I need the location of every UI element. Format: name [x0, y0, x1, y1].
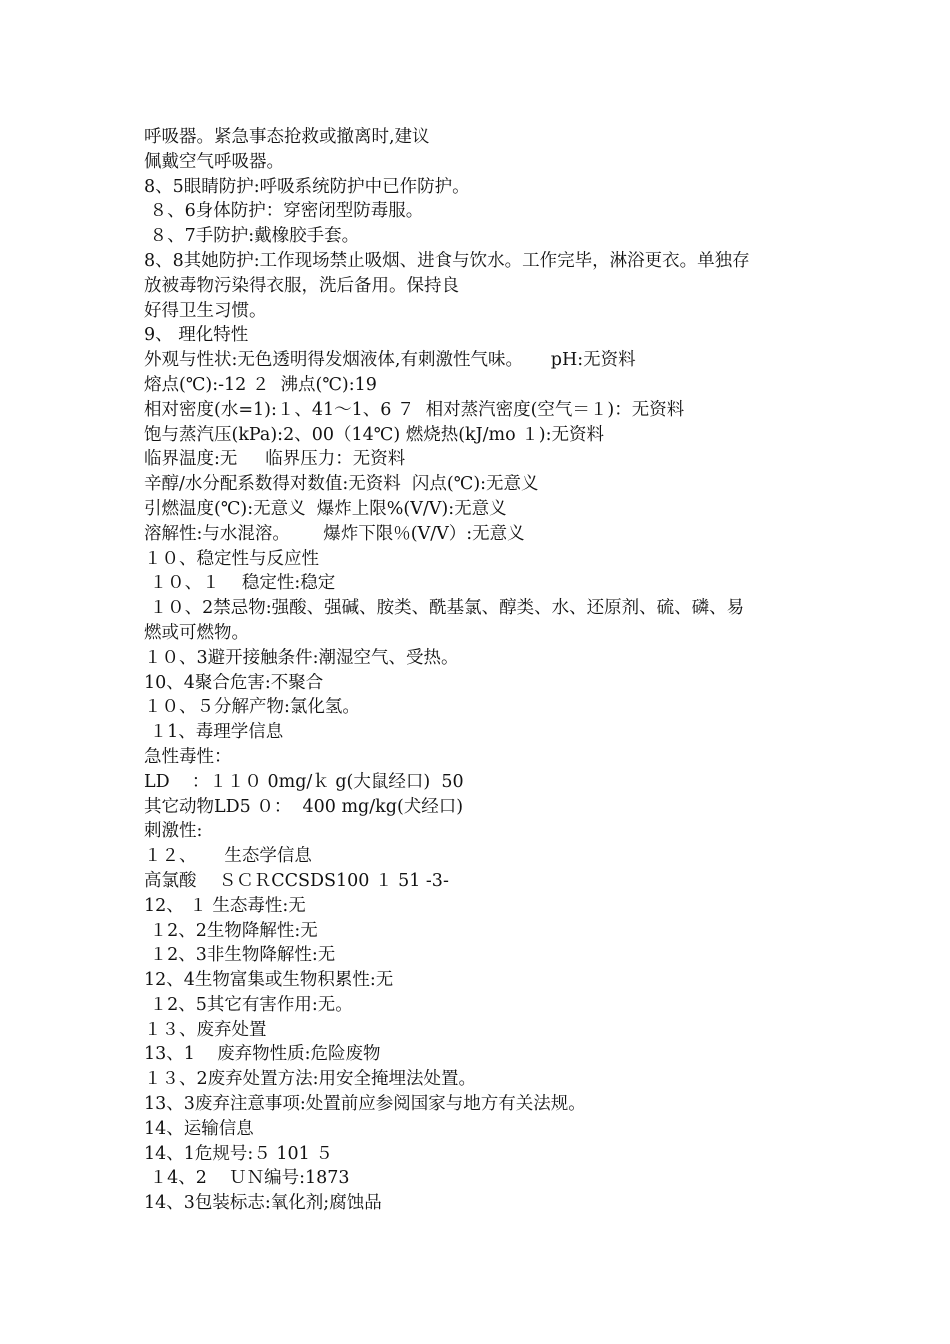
section-heading: 9、 理化特性 [144, 325, 249, 346]
text-line: 燃或可燃物。 [144, 622, 249, 643]
text-line: １2、5其它有害作用:无。 [144, 994, 353, 1015]
text-line: 溶解性:与水混溶。 爆炸下限％(V/V）:无意义 [144, 523, 525, 544]
text-line: １０、2禁忌物:强酸、强碱、胺类、酰基氯、醇类、水、还原剂、硫、磷、易 [144, 598, 745, 619]
text-line: ８、7手防护:戴橡胶手套。 [144, 226, 360, 247]
text-line: １０、3避开接触条件:潮湿空气、受热。 [144, 647, 459, 668]
text-line: 辛醇/水分配系数得对数值:无资料 闪点(℃):无意义 [144, 474, 539, 495]
text-line: １2、3非生物降解性:无 [144, 945, 336, 966]
section-heading: １３、废弃处置 [144, 1019, 267, 1040]
text-line: １０、５分解产物:氯化氢。 [144, 697, 360, 718]
text-line: 好得卫生习惯。 [144, 300, 267, 321]
text-line: 14、3包装标志:氧化剂;腐蚀品 [144, 1193, 382, 1214]
text-line: 8、8其她防护:工作现场禁止吸烟、进食与饮水。工作完毕，淋浴更衣。单独存 [144, 250, 750, 271]
text-line: 刺激性: [144, 821, 203, 842]
text-line: 高氯酸 ＳＣＲCCSDS100 １ 51 -3- [144, 870, 449, 891]
document-body [144, 125, 814, 1216]
text-line: 13、3废弃注意事项:处置前应参阅国家与地方有关法规。 [144, 1094, 586, 1115]
text-line: 相对密度(水=1):１、41～1、6 ７ 相对蒸汽密度(空气＝１)：无资料 [144, 399, 685, 420]
text-line: 14、1危规号:５ 101 ５ [144, 1143, 333, 1164]
text-line: 急性毒性： [144, 746, 232, 767]
text-line: ８、6身体防护：穿密闭型防毒服。 [144, 201, 424, 222]
section-heading: １1、毒理学信息 [144, 722, 284, 743]
section-heading: １２、 生态学信息 [144, 846, 312, 867]
text-line: 10、4聚合危害:不聚合 [144, 672, 324, 693]
text-line: 13、1 废弃物性质:危险废物 [144, 1044, 381, 1065]
text-line: 12、4生物富集或生物积累性:无 [144, 970, 394, 991]
text-line: 12、 １ 生态毒性:无 [144, 895, 306, 916]
text-line: 外观与性状:无色透明得发烟液体,有刺激性气味。 pH:无资料 [144, 350, 636, 371]
text-line: 引燃温度(℃):无意义 爆炸上限%(V/V):无意义 [144, 498, 507, 519]
text-line: 熔点(℃):-12 ２ 沸点(℃):19 [144, 374, 377, 395]
text-line: １2、2生物降解性:无 [144, 920, 318, 941]
text-line: 呼吸器。紧急事态抢救或撤离时,建议 [144, 127, 430, 147]
text-line: 临界温度:无 临界压力：无资料 [144, 449, 406, 470]
section-heading: 14、运输信息 [144, 1118, 254, 1139]
text-line: 其它动物LD5 ０： 400 mg/kg(犬经口) [144, 796, 464, 817]
text-line: LD ：１１０ 0mg/ｋ g(大鼠经口) 50 [144, 771, 464, 792]
text-line: 放被毒物污染得衣服，洗后备用。保持良 [144, 275, 459, 296]
text-line: 8、5眼睛防护:呼吸系统防护中已作防护。 [144, 176, 470, 197]
text-line: １4、2 ＵＮ编号:1873 [144, 1168, 350, 1189]
text-line: １３、2废弃处置方法:用安全掩埋法处置。 [144, 1069, 477, 1090]
text-line: 佩戴空气呼吸器。 [144, 151, 284, 172]
text-line: 饱与蒸汽压(kPa):2、00（14℃) 燃烧热(kJ/mo １):无资料 [144, 424, 604, 445]
section-heading: １０、稳定性与反应性 [144, 548, 319, 569]
text-line: １０、１ 稳定性:稳定 [144, 573, 336, 594]
